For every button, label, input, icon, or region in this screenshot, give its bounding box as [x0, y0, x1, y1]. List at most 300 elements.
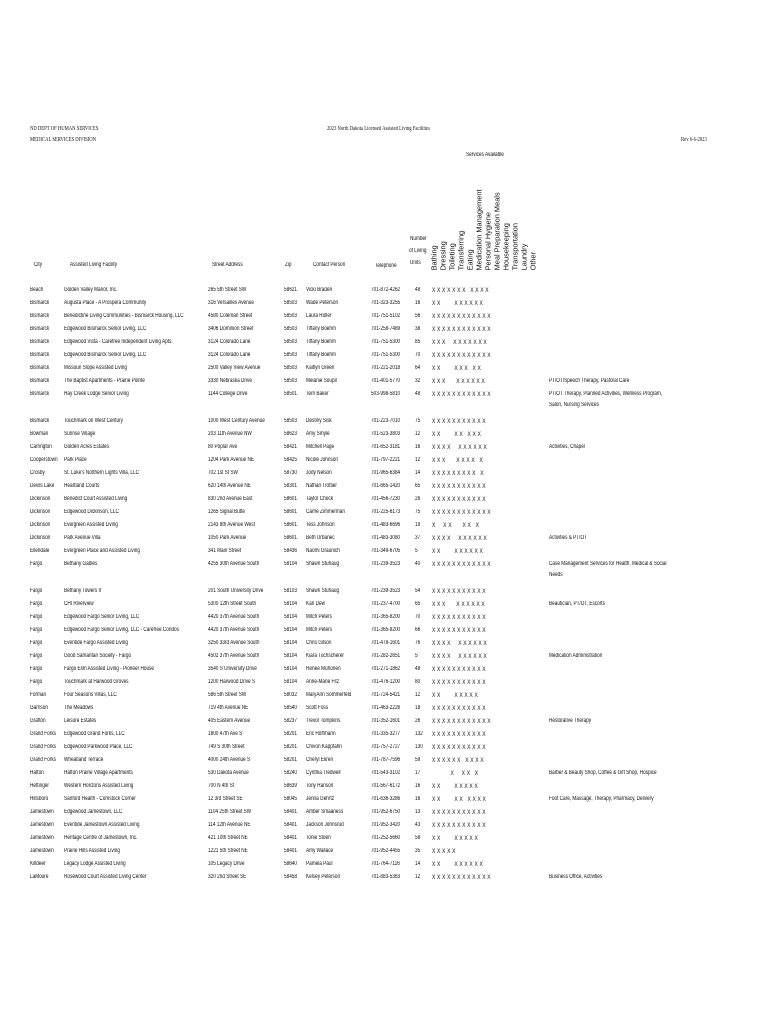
services-marks-cell: X X X X X X X X X X X [432, 483, 486, 490]
services-marks-cell: X X X X X X X X [432, 300, 483, 307]
facility-cell: St. Luke's Northern Lights Villa, LLC [64, 470, 139, 476]
telephone-cell: 701-523-3803 [371, 431, 401, 437]
address-cell: 830 2nd Avenue East [208, 496, 253, 502]
city-cell: Grand Forks [30, 744, 57, 750]
address-cell: 1221 5th Street NE [208, 848, 248, 854]
telephone-cell: 701-239-3523 [371, 588, 401, 594]
facility-cell: Evergreen Assisted Living [64, 522, 118, 528]
contact-cell: Tess Johnson [306, 522, 335, 528]
facility-cell: Park Avenue Villa [64, 535, 101, 541]
contact-cell: Laura Roller [306, 313, 332, 319]
services-marks-cell: X X X X X X X [432, 431, 482, 438]
services-marks-cell: X X X X [432, 770, 479, 777]
telephone-cell: 701-787-7596 [371, 757, 401, 763]
units-cell: 70 [415, 614, 421, 620]
services-marks-cell: X X X X X X X [432, 783, 478, 790]
service-header: Bathing [429, 244, 439, 270]
city-cell: LaMoure [30, 874, 49, 880]
notes-cell: Business Office, Activities [549, 874, 603, 880]
telephone-cell: 701-282-2651 [371, 653, 401, 659]
telephone-cell: 701-225-6173 [371, 509, 401, 515]
contact-cell: Mitch Peters [306, 614, 333, 620]
telephone-cell: 701-401-5770 [371, 378, 401, 384]
telephone-cell: 701-652-3181 [371, 444, 401, 450]
address-cell: 316 Versailles Avenue [208, 300, 254, 306]
units-cell: 56 [415, 313, 421, 319]
col-city-header: City [34, 262, 43, 268]
units-cell: 5 [415, 548, 418, 554]
notes-cell: Medication Administration [549, 653, 603, 659]
facility-cell: Edgewood Fargo Senior Living, LLC - Carefree Condos [64, 627, 179, 633]
zip-cell: 58601 [284, 509, 298, 515]
telephone-cell: 701-724-5421 [371, 692, 401, 698]
contact-cell: Kelsey Peterson [306, 874, 341, 880]
zip-cell: 58501 [284, 391, 298, 397]
telephone-cell: 701-323-3255 [371, 300, 401, 306]
facility-cell: Eventide Jamestown Assisted Living [64, 822, 140, 828]
contact-cell: Mitchell Page [306, 444, 335, 450]
address-cell: 80 Poplar Ave [208, 444, 238, 450]
address-cell: 719 4th Avenue NE [208, 705, 249, 711]
facility-cell: Eventide Fargo Assisted Living [64, 640, 128, 646]
contact-cell: Renee Muhonen [306, 666, 341, 672]
col-zip-header: Zip [285, 262, 292, 268]
services-marks-cell: X X X X X X X X X X X [432, 744, 486, 751]
city-cell: Fargo [30, 614, 43, 620]
telephone-cell: 701-567-6172 [371, 783, 401, 789]
address-cell: 3124 Colorado Lane [208, 352, 251, 358]
telephone-cell: 701-239-3523 [371, 561, 401, 567]
telephone-cell: 701-456-7230 [371, 496, 401, 502]
address-cell: 203 11th Avenue NW [208, 431, 252, 437]
services-marks-cell: X X X X X X X X X X X X [432, 874, 491, 881]
city-cell: Dickinson [30, 522, 51, 528]
services-marks-cell: X X X X X X X X X X X [432, 627, 486, 634]
services-marks-cell: X X X X X X X X X [432, 378, 485, 385]
services-marks-cell: X X X X X X X X X X X [432, 822, 486, 829]
zip-cell: 58104 [284, 666, 298, 672]
facility-cell: Augusta Place - A Prospera Community [64, 300, 147, 306]
agency-line-2: MEDICAL SERVICES DIVISION [30, 137, 97, 143]
services-marks-cell: X X X X X X X X [432, 796, 487, 803]
telephone-cell: 701-757-2727 [371, 744, 401, 750]
telephone-cell: 701-223-7010 [371, 418, 401, 424]
document-title: 2023 North Dakota Licensed Assisted Living Facilities [327, 126, 430, 132]
notes-cell-continued: Salon, Nursing Services [549, 402, 599, 408]
services-marks-cell: X X X X X X X X X X [432, 640, 487, 647]
units-cell: 48 [415, 287, 421, 293]
facility-cell: Edgewood Fargo Senior Living, LLC [64, 614, 140, 620]
service-header: Toileting [447, 242, 457, 270]
address-cell: 3250 33rd Avenue South [208, 640, 260, 646]
zip-cell: 58421 [284, 444, 298, 450]
zip-cell: 58503 [284, 378, 298, 384]
telephone-cell: 701-636-3286 [371, 796, 401, 802]
city-cell: Bismarck [30, 352, 50, 358]
contact-cell: Tiffany Boehm [306, 339, 336, 345]
city-cell: Fargo [30, 601, 43, 607]
zip-cell: 58301 [284, 483, 298, 489]
units-cell: 54 [415, 588, 421, 594]
notes-cell: Restorative Therapy [549, 718, 592, 724]
city-cell: Grafton [30, 718, 46, 724]
telephone-cell: 701-365-8200 [371, 614, 401, 620]
service-header: Personal Hygiene [483, 211, 493, 270]
zip-cell: 58032 [284, 692, 298, 698]
services-marks-cell: X X X X X X X X X X X [432, 731, 486, 738]
zip-cell: 58045 [284, 796, 298, 802]
facility-cell: CHI Riverview [64, 601, 94, 607]
zip-cell: 58240 [284, 770, 298, 776]
services-marks-cell: X X X X X X X [432, 692, 478, 699]
facility-cell: Missouri Slope Assisted Living [64, 365, 127, 371]
address-cell: 4420 37th Avenue South [208, 627, 260, 633]
service-header: Meal Preparation Meals [492, 191, 502, 270]
zip-cell: 58201 [284, 731, 298, 737]
zip-cell: 58730 [284, 470, 298, 476]
zip-cell: 58503 [284, 418, 298, 424]
facility-cell: Rosewood Court Assisted Living Center [64, 874, 147, 880]
contact-cell: Beth Urbanec [306, 535, 335, 541]
facility-cell: The Baptist Apartments - Prairie Pointe [64, 378, 145, 384]
facility-cell: Bethany Towers II [64, 588, 102, 594]
telephone-cell: 701-237-4700 [371, 601, 401, 607]
units-cell: 70 [415, 352, 421, 358]
city-cell: Fargo [30, 679, 43, 685]
city-cell: Jamestown [30, 809, 54, 815]
units-cell: 43 [415, 822, 421, 828]
facility-cell: Edgewood Jamestown, LLC [64, 809, 123, 815]
address-cell: 405 Eastern Avenue [208, 718, 251, 724]
units-cell: 65 [415, 601, 421, 607]
zip-cell: 58503 [284, 313, 298, 319]
telephone-cell: 701-349-6705 [371, 548, 401, 554]
contact-cell: Naomi Graunich [306, 548, 340, 554]
address-cell: 341 Main Street [208, 548, 242, 554]
units-cell: 16 [415, 444, 421, 450]
contact-cell: Tiffany Boehm [306, 326, 336, 332]
contact-cell: Cheryl Ekren [306, 757, 334, 763]
units-cell: 12 [415, 457, 421, 463]
contact-cell: Kaitlyn Green [306, 365, 335, 371]
services-marks-cell: X X X X X X X X X [432, 601, 485, 608]
agency-line-1: ND DEPT OF HUMAN SERVICES [30, 126, 99, 132]
address-cell: 2500 Valley View Avenue [208, 365, 261, 371]
contact-cell: Jody Nelson [306, 470, 332, 476]
city-cell: Hettinger [30, 783, 50, 789]
facility-cell: Park Place [64, 457, 87, 463]
telephone-cell: 701-952-3420 [371, 822, 401, 828]
service-header: Eating [465, 249, 475, 270]
city-cell: Cooperstown [30, 457, 58, 463]
col-facility-header: Assisted Living Facility [70, 262, 118, 268]
contact-cell: Nicole Johnson [306, 457, 339, 463]
services-marks-cell: X X X X X X X X X X X X [432, 718, 491, 725]
services-marks-cell: X X X X X X X X X X X X [432, 326, 491, 333]
facility-cell: Heartland Courts [64, 483, 100, 489]
services-marks-cell: X X X X X X X X X X [432, 757, 484, 764]
notes-cell: PT/OT Therapy, Planned Activities, Wellness Program, [549, 391, 663, 397]
address-cell: 4502 37th Avenue South [208, 653, 260, 659]
zip-cell: 58601 [284, 496, 298, 502]
revision-date: Rev 6-6-2023 [681, 137, 707, 143]
zip-cell: 58103 [284, 588, 298, 594]
services-marks-cell: X X X X X X X X X X X [432, 666, 486, 673]
address-cell: 1104 25th Street SW [208, 809, 252, 815]
address-cell: 620 14th Avenue NE [208, 483, 251, 489]
telephone-cell: 701-751-5300 [371, 339, 401, 345]
contact-cell: Jackson Johnsrud [306, 822, 344, 828]
col-telephone-header: Telephone [375, 263, 397, 269]
zip-cell: 58401 [284, 848, 298, 854]
notes-cell: PT/OT/Speech Therapy, Pastoral Care [549, 378, 630, 384]
services-marks-cell: X X X X X X X X X X X [432, 287, 489, 294]
services-marks-cell: X X X X X X X X X X [432, 339, 487, 346]
zip-cell: 58458 [284, 874, 298, 880]
services-marks-cell: X X X X X X X X X X [432, 444, 487, 451]
address-cell: 4580 Coleman Street [208, 313, 253, 319]
zip-cell: 58623 [284, 431, 298, 437]
address-cell: 749 S 30th Street [208, 744, 245, 750]
city-cell: Carrington [30, 444, 52, 450]
service-header: Housekeeping [501, 222, 511, 270]
services-marks-cell: X X X X X X X [432, 365, 482, 372]
contact-cell: Tiffany Boehm [306, 352, 336, 358]
telephone-cell: 701-764-7116 [371, 861, 400, 867]
zip-cell: 58104 [284, 640, 298, 646]
city-cell: Fargo [30, 666, 43, 672]
contact-cell: Kari Dew [306, 601, 325, 607]
units-cell: 64 [415, 365, 421, 371]
services-headers [428, 170, 548, 270]
address-cell: 702 1st St SW [208, 470, 238, 476]
telephone-cell: 701-665-1420 [371, 483, 401, 489]
telephone-cell: 701-221-2018 [371, 365, 401, 371]
city-cell: Garrison [30, 705, 48, 711]
service-header: Transferring [456, 230, 466, 270]
units-cell: 80 [415, 679, 421, 685]
contact-cell: Shawn Stuhaug [306, 561, 340, 567]
units-cell: 130 [415, 744, 423, 750]
telephone-cell: 701-365-8200 [371, 627, 401, 633]
facility-cell: Sanford Health - Comstock Corner [64, 796, 136, 802]
facility-cell: Edgewood Bismarck Senior Living, LLC [64, 352, 147, 358]
service-header: Other [528, 251, 538, 270]
units-cell: 40 [415, 561, 421, 567]
city-cell: Dickinson [30, 535, 51, 541]
city-cell: Bismarck [30, 418, 50, 424]
units-cell: 5 [415, 653, 418, 659]
contact-cell: Shawn Stuhaug [306, 588, 340, 594]
facility-cell: Leisure Estates [64, 718, 97, 724]
address-cell: 700 N 4th St [208, 783, 235, 789]
contact-cell: Tony Hanson [306, 783, 334, 789]
contact-cell: Terri Baker [306, 391, 329, 397]
address-cell: 421 10th Street NE [208, 835, 248, 841]
facility-cell: Evergreen Place and Assisted Living [64, 548, 140, 554]
services-marks-cell: X X X X X X X X [432, 861, 483, 868]
address-cell: 3124 Colorado Lane [208, 339, 251, 345]
services-marks-cell: X X X X X X [432, 522, 480, 529]
units-cell: 38 [415, 326, 421, 332]
city-cell: Bowman [30, 431, 49, 437]
city-cell: Hatton [30, 770, 44, 776]
address-cell: 1000 West Century Avenue [208, 418, 265, 424]
units-cell: 132 [415, 731, 423, 737]
city-cell: Forman [30, 692, 47, 698]
facility-cell: Golden Acres Estates [64, 444, 110, 450]
notes-cell: Foot Care, Massage, Therapy, Pharmacy, Delivery [549, 796, 654, 802]
units-cell: 14 [415, 470, 421, 476]
city-cell: Devils Lake [30, 483, 55, 489]
zip-cell: 58237 [284, 718, 298, 724]
facility-cell: Benedictine Living Communities - Bismarck Housing, LLC [64, 313, 184, 319]
notes-cell: Activities & PT/OT [549, 535, 587, 541]
services-marks-cell: X X X X X X X X [432, 548, 483, 555]
address-cell: 4000 24th Avenue S [208, 757, 251, 763]
zip-cell: 58401 [284, 835, 298, 841]
telephone-cell: 701-883-5363 [371, 874, 401, 880]
col-units-header-2: of Living [409, 248, 427, 254]
zip-cell: 58401 [284, 822, 298, 828]
address-cell: 4255 30th Avenue South [208, 561, 260, 567]
contact-cell: Amy Smyle [306, 431, 330, 437]
units-cell: 75 [415, 509, 421, 515]
services-marks-cell: X X X X X X X X X X X X [432, 352, 491, 359]
col-address-header: Street Address [212, 262, 243, 268]
zip-cell: 58503 [284, 365, 298, 371]
facility-cell: Edgewood Grand Forks, LLC [64, 731, 125, 737]
contact-cell: Chivon Kappfahn [306, 744, 342, 750]
facility-cell: Edgewood Dickinson, LLC [64, 509, 119, 515]
units-cell: 48 [415, 391, 421, 397]
units-cell: 17 [415, 770, 421, 776]
facility-cell: Legacy Lodge Assisted Living [64, 861, 126, 867]
zip-cell: 58104 [284, 614, 298, 620]
units-cell: 35 [415, 848, 421, 854]
contact-cell: Amy Wallace [306, 848, 334, 854]
zip-cell: 58104 [284, 627, 298, 633]
telephone-cell: 701-965-6384 [371, 470, 401, 476]
telephone-cell: 701-335-3277 [371, 731, 401, 737]
zip-cell: 58104 [284, 601, 298, 607]
services-marks-cell: X X X X X X X X X X X [432, 614, 486, 621]
facility-cell: Edgewood Parkwood Place, LLC [64, 744, 133, 750]
zip-cell: 58503 [284, 339, 298, 345]
services-marks-cell: X X X X X X X X X X X [432, 588, 486, 595]
contact-cell: Mitch Peters [306, 627, 333, 633]
services-marks-cell: X X X X X X X [432, 835, 478, 842]
address-cell: 4420 37th Avenue South [208, 614, 260, 620]
city-cell: Jamestown [30, 835, 54, 841]
city-cell: Bismarck [30, 300, 50, 306]
contact-cell: Taylor Chock [306, 496, 334, 502]
telephone-cell: 701-476-1200 [371, 679, 401, 685]
contact-cell: Scott Foss [306, 705, 329, 711]
services-marks-cell: X X X X X X X X X X X [432, 679, 486, 686]
zip-cell: 58104 [284, 679, 298, 685]
telephone-cell: 701-797-2221 [371, 457, 401, 463]
facility-cell: Edgewood Vista - Carefree Independent Living Apts. [64, 339, 173, 345]
telephone-cell: 701-478-1601 [371, 640, 401, 646]
telephone-cell: 701-751-5102 [371, 313, 401, 319]
zip-cell: 58621 [284, 287, 298, 293]
city-cell: Bismarck [30, 326, 50, 332]
units-cell: 76 [415, 640, 421, 646]
units-cell: 32 [415, 378, 421, 384]
units-cell: 13 [415, 809, 421, 815]
contact-cell: MaryAnn Sommerfeld [306, 692, 352, 698]
city-cell: Bismarck [30, 365, 50, 371]
address-cell: 1050 Park Avenue [208, 535, 247, 541]
contact-cell: Kiara Tuchscherer [306, 653, 344, 659]
facility-cell: Edgewood Bismarck Senior Living, LLC [64, 326, 147, 332]
facility-cell: Hay Creek Lodge Senior Living [64, 391, 129, 397]
notes-cell: Activities, Chapel [549, 444, 585, 450]
zip-cell: 58640 [284, 861, 298, 867]
services-marks-cell: X X X X X X X X X X X X [432, 509, 491, 516]
services-marks-cell: X X X X X X X X X X [432, 653, 487, 660]
zip-cell: 58601 [284, 535, 298, 541]
contact-cell: Trevor Tompkins [306, 718, 341, 724]
zip-cell: 58503 [284, 326, 298, 332]
telephone-cell: 701-463-2226 [371, 705, 401, 711]
services-marks-cell: X X X X X X X X X X X [432, 418, 486, 425]
units-cell: 37 [415, 535, 421, 541]
address-cell: 320 2nd Street SE [208, 874, 247, 880]
services-marks-cell: X X X X X X X X X X X X [432, 391, 491, 398]
telephone-cell: 701-751-5300 [371, 352, 401, 358]
services-marks-cell: X X X X X X X X X X X [432, 705, 486, 712]
city-cell: Grand Forks [30, 757, 57, 763]
city-cell: Crosby [30, 470, 45, 476]
units-cell: 12 [415, 431, 421, 437]
zip-cell: 58401 [284, 809, 298, 815]
city-cell: Bismarck [30, 313, 50, 319]
service-header: Medication Management [474, 189, 484, 270]
contact-cell: Carrie Zimmerman [306, 509, 346, 515]
telephone-cell: 701-483-3080 [371, 535, 401, 541]
facility-cell: Sunrise Village [64, 431, 96, 437]
contact-cell: Melanie Soupir [306, 378, 338, 384]
service-header: Laundry [519, 243, 529, 270]
facility-cell: Hatton Prairie Village Apartments [64, 770, 133, 776]
city-cell: Beach [30, 287, 44, 293]
zip-cell: 58601 [284, 522, 298, 528]
notes-cell: Beautician, PT/OT, Escorts [549, 601, 605, 607]
facility-cell: Touchmark at Harwood Groves [64, 679, 129, 685]
facility-cell: Touchmark on West Century [64, 418, 123, 424]
units-cell: 59 [415, 757, 421, 763]
zip-cell: 58540 [284, 705, 298, 711]
services-available-label: Services Available [466, 152, 504, 158]
zip-cell: 58425 [284, 457, 298, 463]
facility-cell: Bethany Gables [64, 561, 98, 567]
address-cell: 114 12th Avenue NE [208, 822, 251, 828]
facility-cell: Prairie Hills Assisted Living [64, 848, 120, 854]
facility-cell: Western Horizons Assisted Living [64, 783, 134, 789]
address-cell: 265 5th Street SW [208, 287, 247, 293]
units-cell: 12 [415, 874, 421, 880]
telephone-cell: 701-543-3102 [371, 770, 401, 776]
address-cell: 3406 Dominion Street [208, 326, 254, 332]
notes-cell-continued: Needs [549, 572, 563, 578]
address-cell: 3540 S University Drive [208, 666, 257, 672]
address-cell: 1265 Signal Butte [208, 509, 245, 515]
units-cell: 26 [415, 718, 421, 724]
city-cell: Bismarck [30, 378, 50, 384]
units-cell: 18 [415, 705, 421, 711]
